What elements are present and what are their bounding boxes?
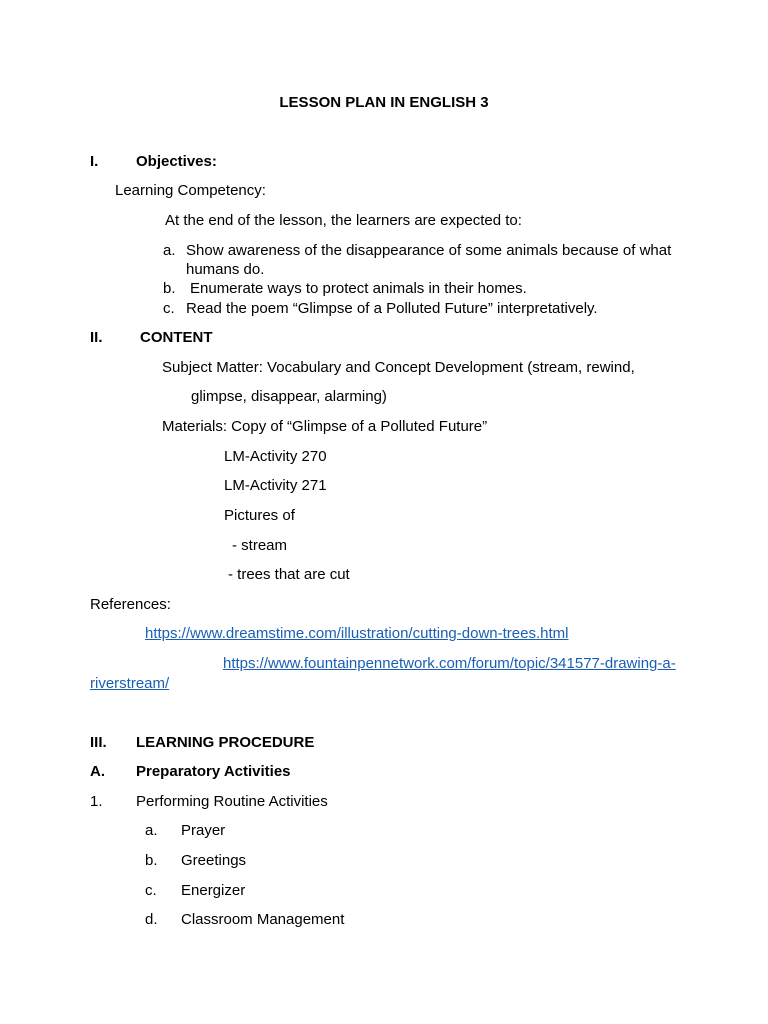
material-item: LM-Activity 271 (224, 477, 327, 494)
procedure-numeral: III. (90, 734, 107, 751)
objective-text-a-line1: Show awareness of the disappearance of some animals because of what (186, 242, 672, 259)
activity-marker: c. (145, 882, 157, 899)
reference-link-dreamstime[interactable]: https://www.dreamstime.com/illustration/cutting-down-trees.html (145, 625, 569, 642)
materials-label: Materials: Copy of “Glimpse of a Polluted Future” (162, 418, 488, 435)
reference-link-fountainpen-line1[interactable]: https://www.fountainpennetwork.com/forum/topic/341577-drawing-a- (223, 655, 676, 672)
references-label: References: (90, 596, 171, 613)
content-heading: CONTENT (140, 329, 213, 346)
preparatory-heading: Preparatory Activities (136, 763, 291, 780)
reference-link-fountainpen-line2[interactable]: riverstream/ (90, 675, 170, 692)
material-item: - trees that are cut (228, 566, 350, 583)
objective-text-a-line2: humans do. (186, 261, 265, 278)
routine-marker: 1. (90, 793, 103, 810)
routine-text: Performing Routine Activities (136, 793, 328, 810)
objective-text-c: Read the poem “Glimpse of a Polluted Future” interpretatively. (186, 300, 598, 317)
preparatory-marker: A. (90, 763, 105, 780)
activity-text: Greetings (181, 852, 247, 869)
objective-marker-c: c. (163, 300, 175, 317)
objective-marker-b: b. (163, 280, 176, 297)
objective-text-b: Enumerate ways to protect animals in their homes. (190, 280, 527, 297)
activity-text: Energizer (181, 882, 246, 899)
page-title: LESSON PLAN IN ENGLISH 3 (279, 94, 489, 111)
activity-text: Classroom Management (181, 911, 345, 928)
procedure-heading: LEARNING PROCEDURE (136, 734, 315, 751)
activity-text: Prayer (181, 822, 226, 839)
activity-marker: d. (145, 911, 158, 928)
material-item: Pictures of (224, 507, 295, 524)
learning-competency-label: Learning Competency: (115, 182, 266, 199)
activity-marker: a. (145, 822, 158, 839)
objectives-numeral: I. (90, 153, 99, 170)
objective-marker-a: a. (163, 242, 176, 259)
material-item: LM-Activity 270 (224, 448, 327, 465)
subject-matter-line1: Subject Matter: Vocabulary and Concept Development (stream, rewind, (162, 359, 635, 376)
objectives-intro: At the end of the lesson, the learners are expected to: (165, 212, 522, 229)
subject-matter-line2: glimpse, disappear, alarming) (191, 388, 387, 405)
activity-marker: b. (145, 852, 158, 869)
material-item: - stream (232, 537, 288, 554)
objectives-heading: Objectives: (136, 153, 217, 170)
content-numeral: II. (90, 329, 103, 346)
